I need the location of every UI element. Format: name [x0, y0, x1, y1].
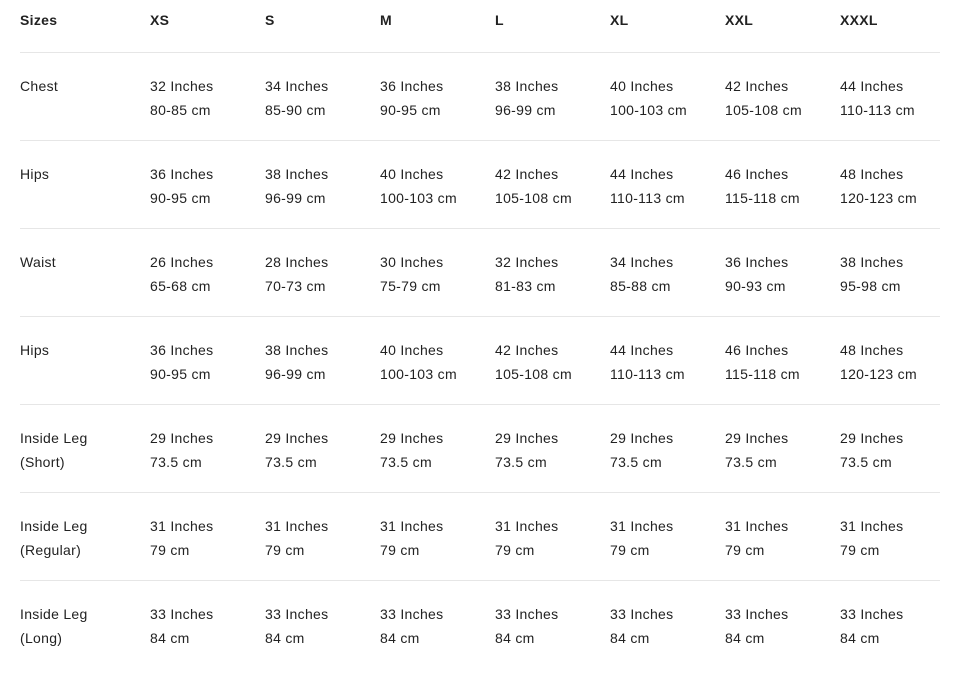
cell-cm-value: 105-108 cm [725, 102, 802, 118]
row-label [20, 250, 150, 316]
cell-inches-value: 38 Inches [495, 78, 559, 94]
table-cell [380, 426, 495, 492]
table-cell [150, 514, 265, 580]
cell-cm-value: 90-93 cm [725, 278, 786, 294]
header-label-sizes: Sizes [20, 12, 58, 28]
cell-inches-value: 36 Inches [150, 342, 214, 358]
table-cell [150, 602, 265, 669]
row-label-line: Inside Leg [20, 518, 88, 534]
cell-inches-value: 30 Inches [380, 254, 444, 270]
row-label-line: (Long) [20, 630, 63, 646]
table-cell [610, 426, 725, 492]
cell-inches-value: 29 Inches [265, 430, 329, 446]
cell-cm-value: 110-113 cm [610, 190, 685, 206]
cell-cm-value: 85-88 cm [610, 278, 671, 294]
table-cell [610, 514, 725, 580]
table-cell [725, 338, 840, 404]
table-cell [495, 514, 610, 580]
cell-inches-value: 40 Inches [610, 78, 674, 94]
table-cell [610, 162, 725, 228]
cell-inches-value: 42 Inches [495, 342, 559, 358]
table-cell [150, 74, 265, 140]
cell-cm-value: 90-95 cm [150, 366, 211, 382]
cell-inches-value: 29 Inches [610, 430, 674, 446]
cell-inches-value: 36 Inches [150, 166, 214, 182]
table-cell [380, 250, 495, 316]
table-cell [265, 338, 380, 404]
cell-inches-value: 33 Inches [495, 606, 559, 622]
table-row [20, 141, 940, 229]
header-size-s: S [265, 12, 275, 28]
cell-inches-value: 38 Inches [265, 166, 329, 182]
cell-cm-value: 73.5 cm [150, 454, 202, 470]
table-row [20, 405, 940, 493]
table-row [20, 493, 940, 581]
cell-inches-value: 34 Inches [610, 254, 674, 270]
row-label-line: Hips [20, 166, 50, 182]
cell-cm-value: 75-79 cm [380, 278, 441, 294]
cell-inches-value: 46 Inches [725, 166, 789, 182]
cell-inches-value: 28 Inches [265, 254, 329, 270]
cell-inches-value: 44 Inches [610, 166, 674, 182]
cell-inches-value: 29 Inches [725, 430, 789, 446]
table-row [20, 581, 940, 669]
cell-inches-value: 38 Inches [265, 342, 329, 358]
table-cell [495, 426, 610, 492]
cell-cm-value: 73.5 cm [840, 454, 892, 470]
table-cell [150, 250, 265, 316]
cell-cm-value: 84 cm [495, 630, 535, 646]
table-cell [495, 162, 610, 228]
table-cell [380, 602, 495, 669]
row-label-line: (Short) [20, 454, 65, 470]
cell-cm-value: 79 cm [840, 542, 880, 558]
cell-cm-value: 115-118 cm [725, 366, 800, 382]
cell-cm-value: 79 cm [610, 542, 650, 558]
header-size-l: L [495, 12, 504, 28]
cell-inches-value: 31 Inches [150, 518, 214, 534]
cell-inches-value: 42 Inches [495, 166, 559, 182]
cell-cm-value: 80-85 cm [150, 102, 211, 118]
table-cell [840, 338, 940, 404]
cell-inches-value: 48 Inches [840, 166, 904, 182]
table-cell [610, 602, 725, 669]
cell-cm-value: 120-123 cm [840, 190, 917, 206]
table-cell [265, 602, 380, 669]
cell-cm-value: 73.5 cm [495, 454, 547, 470]
row-label-line: Inside Leg [20, 606, 88, 622]
table-cell [265, 162, 380, 228]
cell-inches-value: 42 Inches [725, 78, 789, 94]
cell-inches-value: 29 Inches [840, 430, 904, 446]
cell-inches-value: 29 Inches [495, 430, 559, 446]
cell-cm-value: 73.5 cm [610, 454, 662, 470]
cell-inches-value: 29 Inches [380, 430, 444, 446]
row-label-line: Waist [20, 254, 56, 270]
table-cell [725, 514, 840, 580]
cell-inches-value: 33 Inches [150, 606, 214, 622]
cell-inches-value: 36 Inches [725, 254, 789, 270]
table-cell [150, 162, 265, 228]
cell-inches-value: 48 Inches [840, 342, 904, 358]
table-cell [840, 514, 940, 580]
cell-cm-value: 73.5 cm [265, 454, 317, 470]
row-label [20, 162, 150, 228]
table-cell [725, 602, 840, 669]
row-label [20, 426, 150, 492]
cell-inches-value: 44 Inches [840, 78, 904, 94]
row-label-line: Hips [20, 342, 50, 358]
cell-cm-value: 90-95 cm [150, 190, 211, 206]
table-cell [495, 74, 610, 140]
table-cell [725, 162, 840, 228]
cell-inches-value: 31 Inches [725, 518, 789, 534]
cell-cm-value: 84 cm [610, 630, 650, 646]
cell-inches-value: 26 Inches [150, 254, 214, 270]
table-cell [725, 74, 840, 140]
cell-inches-value: 32 Inches [495, 254, 559, 270]
cell-inches-value: 33 Inches [840, 606, 904, 622]
cell-cm-value: 79 cm [265, 542, 305, 558]
cell-cm-value: 81-83 cm [495, 278, 556, 294]
cell-cm-value: 105-108 cm [495, 366, 572, 382]
size-chart-table [20, 0, 940, 669]
cell-cm-value: 79 cm [150, 542, 190, 558]
cell-cm-value: 79 cm [725, 542, 765, 558]
table-cell [840, 426, 940, 492]
cell-cm-value: 90-95 cm [380, 102, 441, 118]
cell-inches-value: 29 Inches [150, 430, 214, 446]
cell-cm-value: 84 cm [150, 630, 190, 646]
table-cell [725, 426, 840, 492]
table-cell [495, 602, 610, 669]
row-label [20, 338, 150, 404]
table-cell [265, 74, 380, 140]
table-cell [495, 338, 610, 404]
cell-cm-value: 84 cm [840, 630, 880, 646]
cell-inches-value: 40 Inches [380, 166, 444, 182]
row-label [20, 74, 150, 140]
cell-inches-value: 31 Inches [610, 518, 674, 534]
table-cell [380, 338, 495, 404]
header-size-xxxl: XXXL [840, 12, 878, 28]
cell-inches-value: 34 Inches [265, 78, 329, 94]
cell-cm-value: 100-103 cm [380, 190, 457, 206]
cell-cm-value: 96-99 cm [495, 102, 556, 118]
table-cell [610, 338, 725, 404]
table-cell [610, 250, 725, 316]
table-cell [265, 514, 380, 580]
cell-cm-value: 79 cm [380, 542, 420, 558]
cell-cm-value: 100-103 cm [380, 366, 457, 382]
cell-cm-value: 120-123 cm [840, 366, 917, 382]
table-cell [610, 74, 725, 140]
cell-cm-value: 79 cm [495, 542, 535, 558]
table-cell [150, 426, 265, 492]
cell-inches-value: 32 Inches [150, 78, 214, 94]
table-cell [380, 162, 495, 228]
table-cell [265, 426, 380, 492]
table-cell [725, 250, 840, 316]
cell-cm-value: 70-73 cm [265, 278, 326, 294]
header-size-xxl: XXL [725, 12, 754, 28]
row-label-line: (Regular) [20, 542, 82, 558]
row-label-line: Chest [20, 78, 59, 94]
table-cell [840, 250, 940, 316]
table-row [20, 229, 940, 317]
cell-cm-value: 65-68 cm [150, 278, 211, 294]
table-cell [840, 74, 940, 140]
cell-inches-value: 44 Inches [610, 342, 674, 358]
cell-cm-value: 115-118 cm [725, 190, 800, 206]
header-size-m: M [380, 12, 392, 28]
cell-inches-value: 38 Inches [840, 254, 904, 270]
cell-inches-value: 31 Inches [840, 518, 904, 534]
cell-cm-value: 84 cm [380, 630, 420, 646]
cell-cm-value: 96-99 cm [265, 366, 326, 382]
cell-cm-value: 110-113 cm [610, 366, 685, 382]
table-cell [150, 338, 265, 404]
cell-cm-value: 73.5 cm [380, 454, 432, 470]
header-size-xl: XL [610, 12, 629, 28]
cell-inches-value: 40 Inches [380, 342, 444, 358]
table-cell [380, 514, 495, 580]
cell-inches-value: 36 Inches [380, 78, 444, 94]
cell-inches-value: 46 Inches [725, 342, 789, 358]
cell-cm-value: 85-90 cm [265, 102, 326, 118]
size-chart-header-row [20, 0, 940, 53]
cell-inches-value: 33 Inches [265, 606, 329, 622]
cell-inches-value: 31 Inches [380, 518, 444, 534]
cell-cm-value: 96-99 cm [265, 190, 326, 206]
row-label [20, 602, 150, 669]
cell-cm-value: 84 cm [725, 630, 765, 646]
cell-cm-value: 95-98 cm [840, 278, 901, 294]
cell-inches-value: 31 Inches [495, 518, 559, 534]
cell-inches-value: 33 Inches [610, 606, 674, 622]
cell-inches-value: 33 Inches [725, 606, 789, 622]
table-row [20, 317, 940, 405]
header-size-xs: XS [150, 12, 170, 28]
cell-cm-value: 100-103 cm [610, 102, 687, 118]
table-cell [840, 602, 940, 669]
cell-cm-value: 73.5 cm [725, 454, 777, 470]
row-label-line: Inside Leg [20, 430, 88, 446]
table-cell [495, 250, 610, 316]
table-cell [380, 74, 495, 140]
cell-cm-value: 84 cm [265, 630, 305, 646]
cell-inches-value: 31 Inches [265, 518, 329, 534]
cell-cm-value: 110-113 cm [840, 102, 915, 118]
cell-cm-value: 105-108 cm [495, 190, 572, 206]
table-cell [840, 162, 940, 228]
cell-inches-value: 33 Inches [380, 606, 444, 622]
table-row [20, 53, 940, 141]
table-cell [265, 250, 380, 316]
row-label [20, 514, 150, 580]
